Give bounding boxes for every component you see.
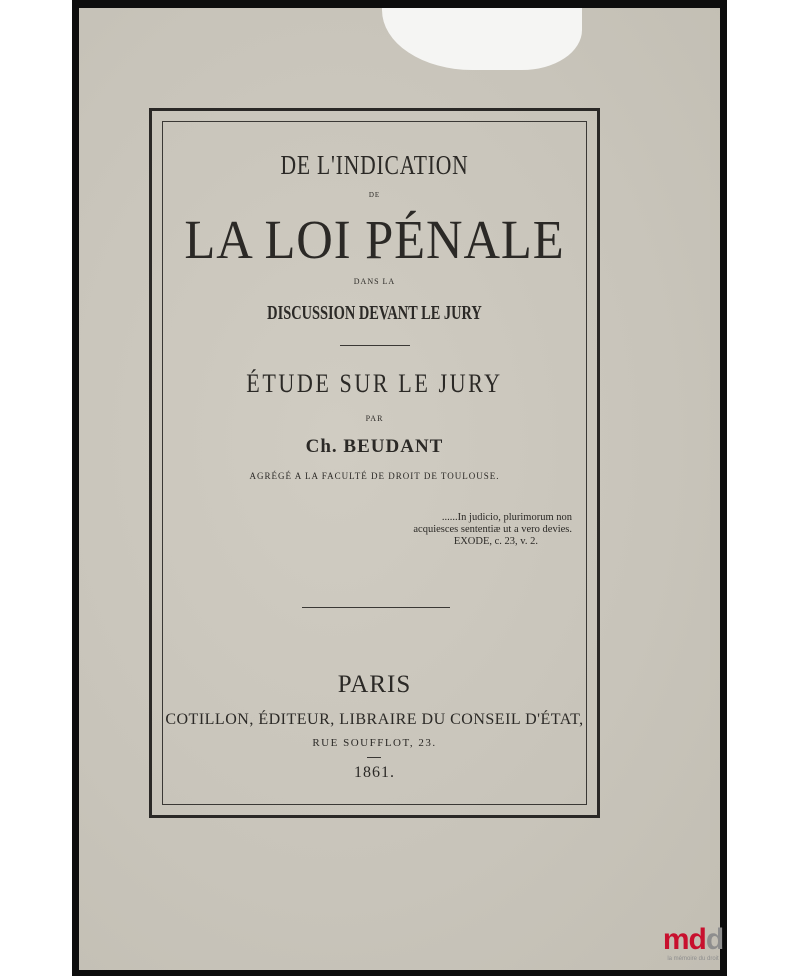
title-connector: DE — [368, 191, 381, 199]
subtitle: ÉTUDE SUR LE JURY — [246, 369, 503, 398]
title-connector-2: DANS LA — [353, 277, 396, 286]
mdd-logo-icon: mdd — [662, 923, 724, 956]
epigraph — [400, 512, 572, 548]
divider-rule — [340, 345, 410, 346]
epigraph-line-2: acquiesces sententiæ ut a vero devies. — [413, 524, 572, 536]
publisher-address: RUE SOUFFLOT, 23. — [312, 737, 437, 749]
watermark-caption: la mémoire du droit — [667, 956, 719, 962]
title-line-1: DE L'INDICATION — [280, 150, 469, 180]
main-title: LA LOI PÉNALE — [184, 209, 565, 270]
author-title: AGRÉGÉ A LA FACULTÉ DE DROIT DE TOULOUSE. — [249, 471, 500, 481]
publication-year: 1861. — [354, 764, 395, 781]
divider-rule-3 — [367, 757, 381, 758]
city: PARIS — [337, 671, 412, 698]
epigraph-source: EXODE, c. 23, v. 2. — [453, 536, 538, 548]
watermark-logo — [653, 925, 733, 962]
author-name: Ch. BEUDANT — [305, 436, 444, 457]
by-label: PAR — [365, 414, 384, 423]
epigraph-line-1: ......In judicio, plurimorum non — [441, 512, 572, 523]
title-line-3: DISCUSSION DEVANT LE JURY — [267, 302, 482, 324]
publisher: COTILLON, ÉDITEUR, LIBRAIRE DU CONSEIL D'ÉTAT, — [165, 711, 584, 728]
divider-rule-2 — [302, 607, 450, 608]
